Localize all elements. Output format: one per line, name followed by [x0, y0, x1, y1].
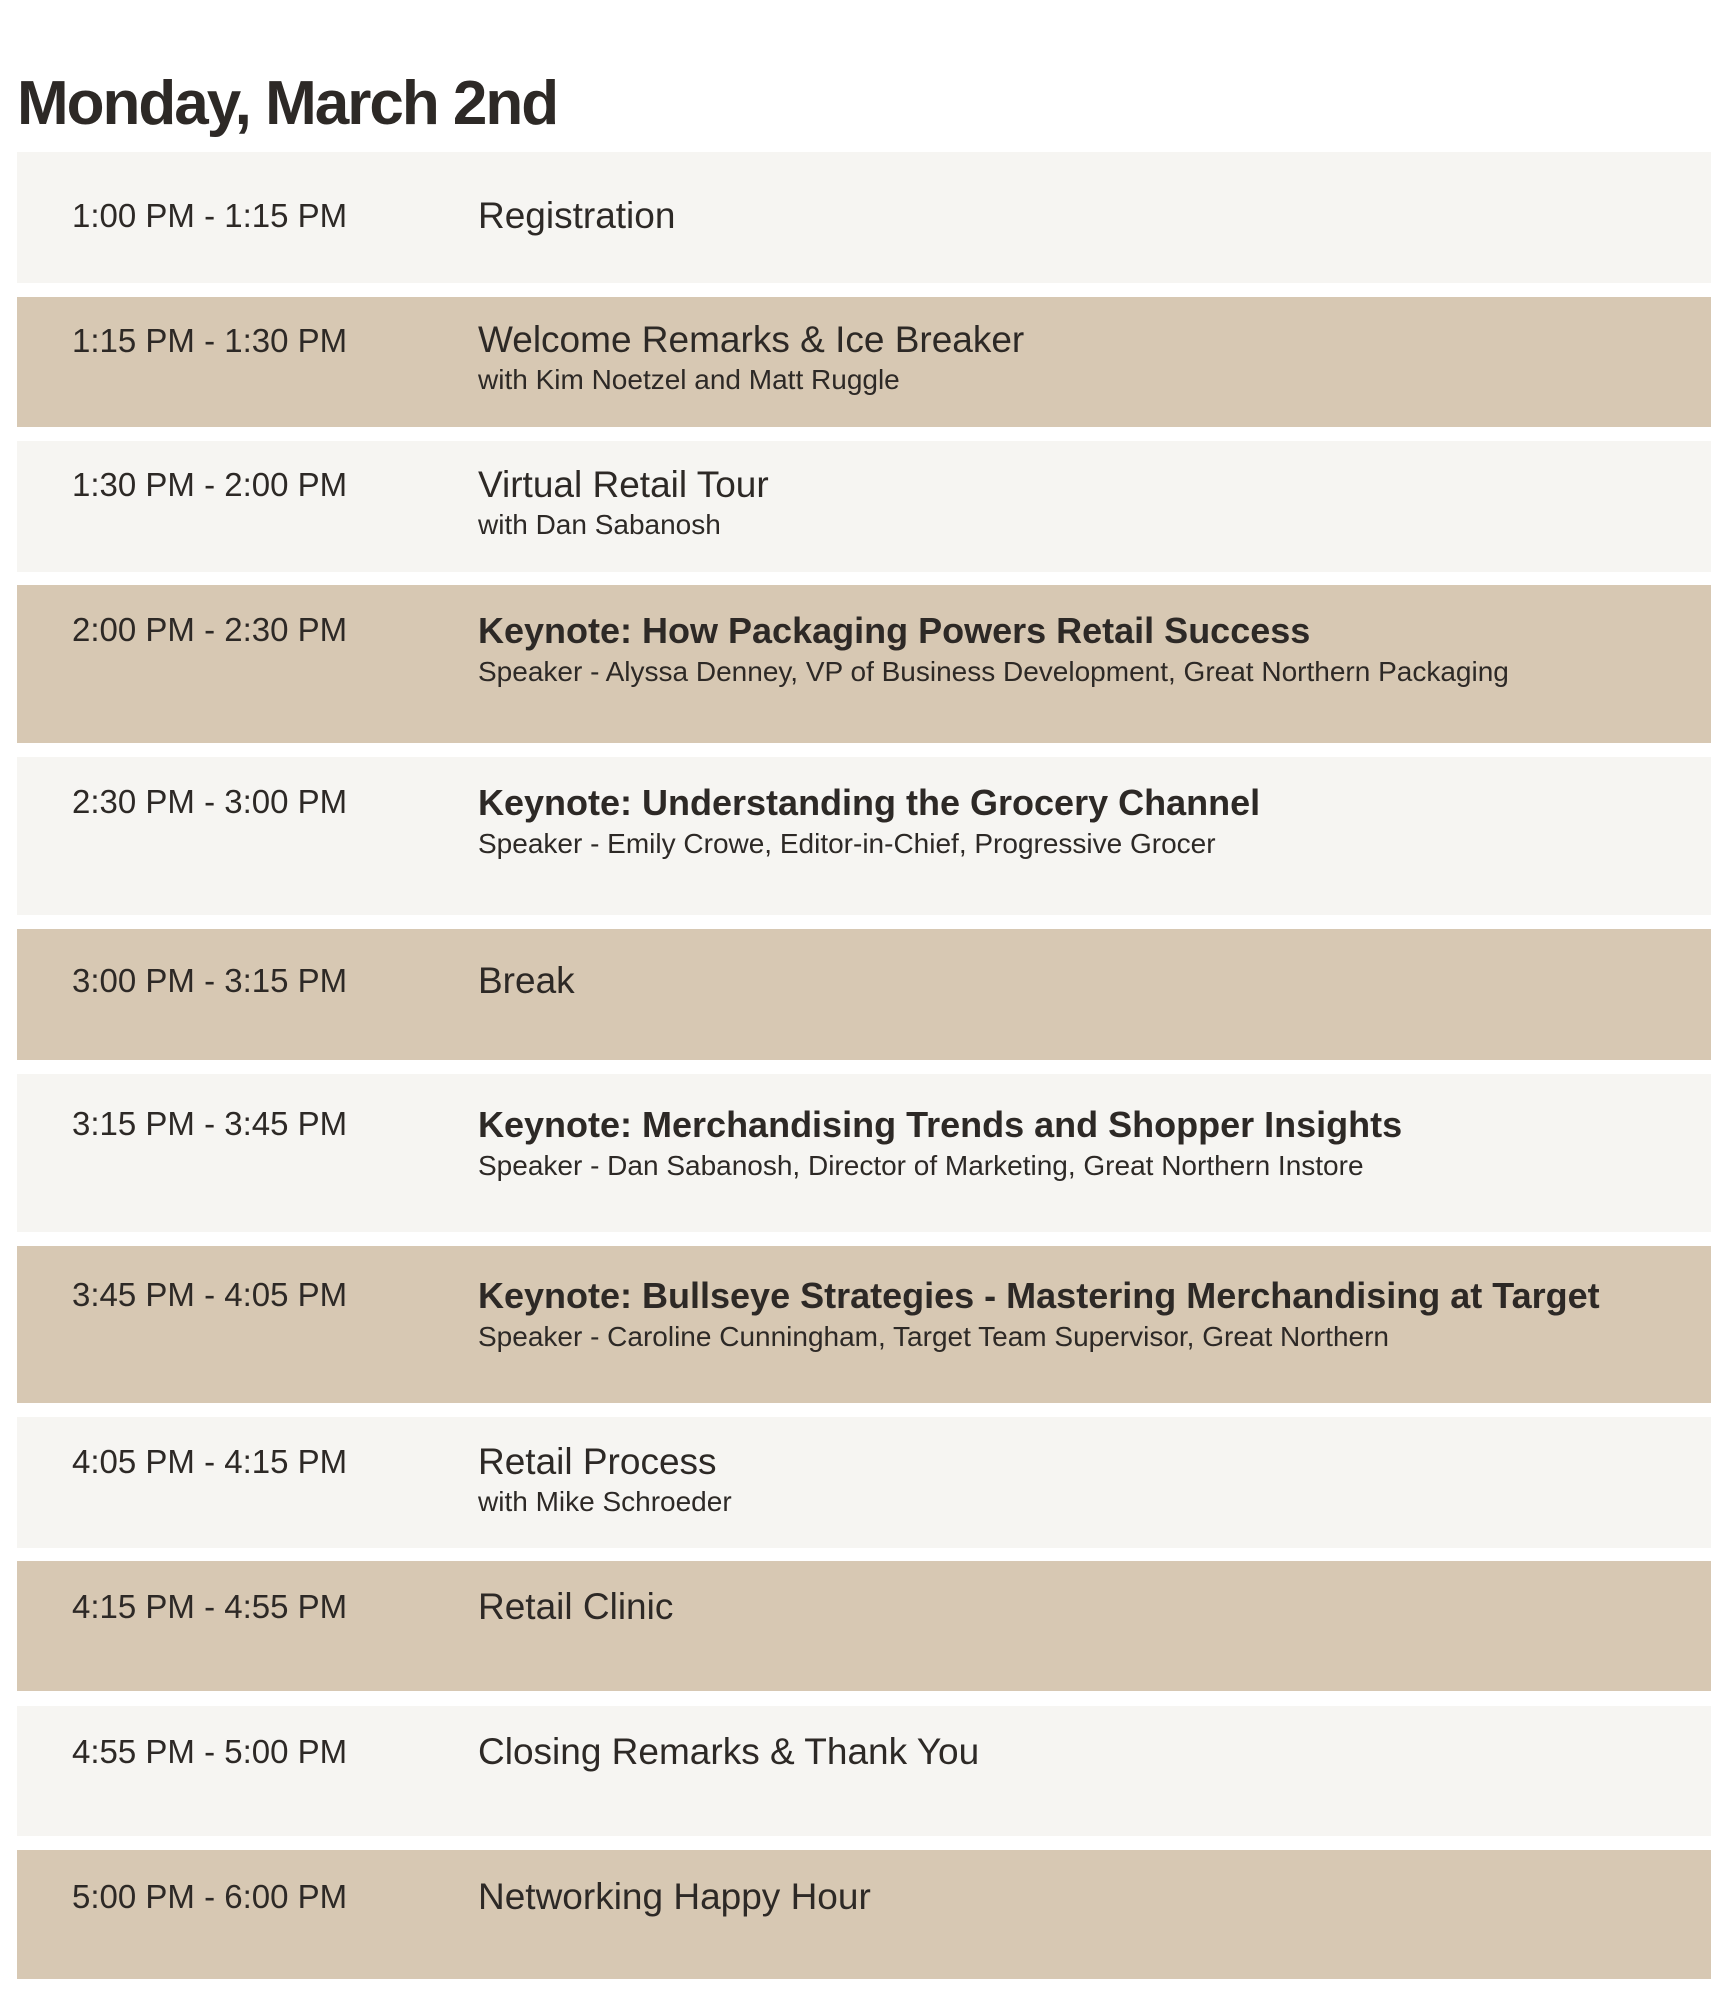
schedule-row — [17, 1074, 1711, 1232]
session-content — [478, 1875, 1678, 1919]
session-title: Keynote: How Packaging Powers Retail Success — [478, 610, 1311, 651]
day-title: Monday, March 2nd — [17, 69, 558, 138]
session-time: 2:00 PM - 2:30 PM — [72, 611, 348, 648]
session-time: 2:30 PM - 3:00 PM — [72, 783, 348, 820]
schedule-row — [17, 297, 1711, 427]
session-time: 4:15 PM - 4:55 PM — [72, 1588, 348, 1625]
session-subtitle: with Mike Schroeder — [478, 1486, 732, 1517]
session-title: Virtual Retail Tour — [478, 464, 769, 505]
session-time: 1:30 PM - 2:00 PM — [72, 466, 348, 503]
session-title: Welcome Remarks & Ice Breaker — [478, 319, 1025, 360]
session-time: 1:15 PM - 1:30 PM — [72, 322, 348, 359]
session-content — [478, 1102, 1678, 1184]
session-title: Retail Clinic — [478, 1586, 674, 1627]
session-content — [478, 194, 1678, 238]
session-content — [478, 1585, 1678, 1629]
session-time: 3:00 PM - 3:15 PM — [72, 962, 348, 999]
schedule-row — [17, 1417, 1711, 1548]
session-content — [478, 1730, 1678, 1774]
schedule-row — [17, 757, 1711, 915]
session-time: 3:15 PM - 3:45 PM — [72, 1105, 348, 1142]
schedule-row — [17, 929, 1711, 1060]
session-subtitle: Speaker - Emily Crowe, Editor-in-Chief, Progressive Grocer — [478, 828, 1216, 859]
session-subtitle: Speaker - Dan Sabanosh, Director of Marketing, Great Northern Instore — [478, 1150, 1364, 1181]
session-subtitle: with Dan Sabanosh — [478, 509, 721, 540]
schedule-row — [17, 1561, 1711, 1691]
session-title: Retail Process — [478, 1441, 717, 1482]
session-title: Registration — [478, 195, 676, 236]
session-subtitle: Speaker - Alyssa Denney, VP of Business Development, Great Northern Packaging — [478, 656, 1509, 687]
schedule-row — [17, 585, 1711, 743]
session-content — [478, 318, 1678, 398]
session-time: 3:45 PM - 4:05 PM — [72, 1276, 348, 1313]
session-content — [478, 608, 1678, 690]
session-time: 4:05 PM - 4:15 PM — [72, 1443, 348, 1480]
session-title: Keynote: Bullseye Strategies - Mastering Merchandising at Target — [478, 1275, 1600, 1316]
session-subtitle: with Kim Noetzel and Matt Ruggle — [478, 364, 900, 395]
session-title: Closing Remarks & Thank You — [478, 1731, 980, 1772]
session-content — [478, 463, 1678, 543]
session-time: 4:55 PM - 5:00 PM — [72, 1733, 348, 1770]
schedule-row — [17, 441, 1711, 572]
schedule-row — [17, 152, 1711, 283]
session-title: Keynote: Merchandising Trends and Shopper Insights — [478, 1104, 1403, 1145]
session-title: Networking Happy Hour — [478, 1876, 871, 1917]
schedule-row — [17, 1850, 1711, 1979]
session-content — [478, 1440, 1678, 1520]
session-content — [478, 780, 1678, 862]
session-content — [478, 1273, 1678, 1355]
session-title: Keynote: Understanding the Grocery Channel — [478, 782, 1261, 823]
session-title: Break — [478, 960, 575, 1001]
session-time: 5:00 PM - 6:00 PM — [72, 1878, 348, 1915]
session-time: 1:00 PM - 1:15 PM — [72, 197, 348, 234]
schedule-row — [17, 1246, 1711, 1403]
session-subtitle: Speaker - Caroline Cunningham, Target Team Supervisor, Great Northern — [478, 1321, 1389, 1352]
session-content — [478, 959, 1678, 1003]
schedule-row — [17, 1706, 1711, 1836]
